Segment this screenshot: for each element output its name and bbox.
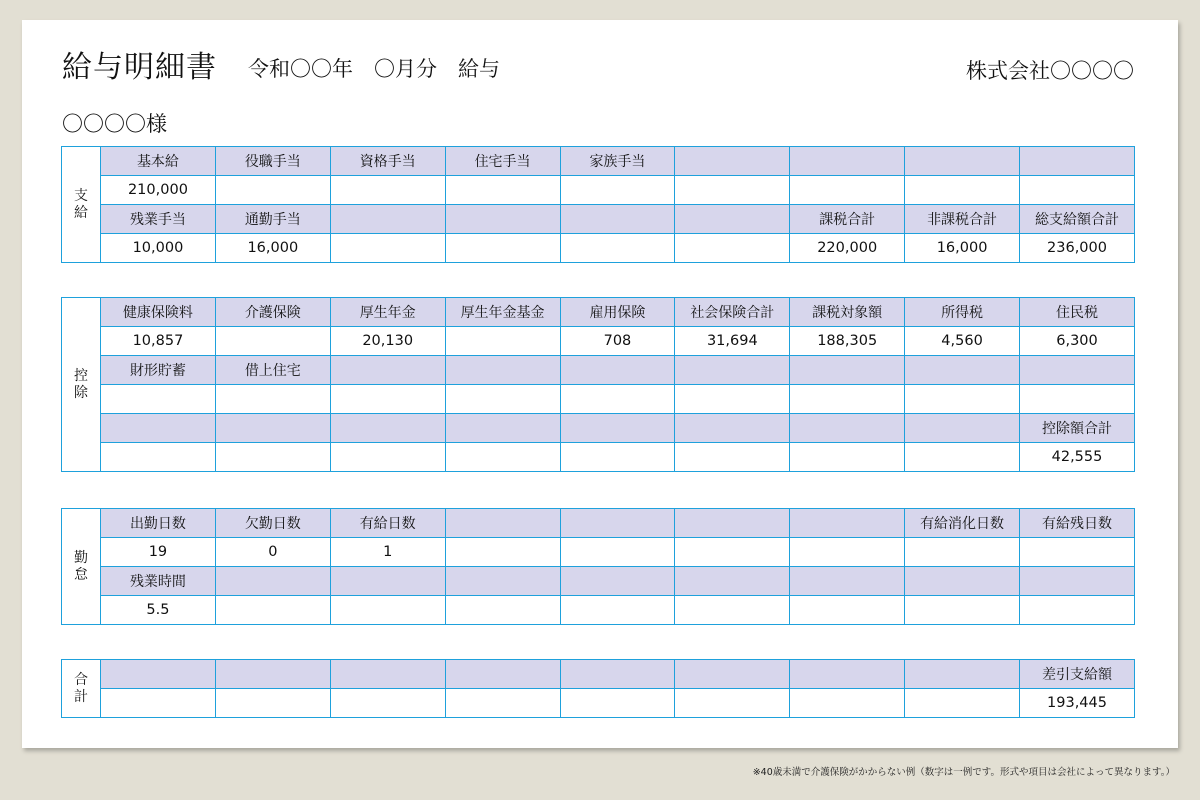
deduction-value-cell [215,385,330,414]
deduction-value-cell [215,443,330,472]
total-value-cell [101,689,216,718]
deduction-header-cell: 介護保険 [215,298,330,327]
deduction-value-cell [560,443,675,472]
deduction-header-cell: 住民税 [1020,298,1135,327]
section-label-char: 支 [74,187,88,204]
attendance-header-cell [1020,567,1135,596]
attendance-header-cell [445,509,560,538]
total-header-cell: 差引支給額 [1020,660,1135,689]
payment-header-cell [330,205,445,234]
deduction-value-cell [790,443,905,472]
deduction-value-cell [101,443,216,472]
deduction-value-cell: 10,857 [101,327,216,356]
deduction-header-cell: 借上住宅 [215,356,330,385]
deduction-header-cell [675,414,790,443]
attendance-section-table [61,508,1135,625]
payment-value-cell [675,234,790,263]
deduction-value-cell [330,385,445,414]
deduction-header-cell [330,414,445,443]
payment-header-cell [790,147,905,176]
payment-header-cell [675,147,790,176]
payment-header-cell [560,205,675,234]
attendance-header-cell: 有給消化日数 [905,509,1020,538]
payment-value-cell: 220,000 [790,234,905,263]
deduction-header-cell [215,414,330,443]
total-header-cell [330,660,445,689]
payment-header-cell: 基本給 [101,147,216,176]
attendance-value-cell [560,538,675,567]
total-header-cell [905,660,1020,689]
deduction-value-cell [905,385,1020,414]
payment-value-cell: 10,000 [101,234,216,263]
attendance-value-cell [445,596,560,625]
pay-period: 令和〇〇年 〇月分 給与 [248,57,500,81]
total-value-cell: 193,445 [1020,689,1135,718]
deduction-value-cell [215,327,330,356]
payment-value-cell [330,234,445,263]
payment-header-cell: 住宅手当 [445,147,560,176]
total-header-cell [445,660,560,689]
attendance-row [62,538,1135,567]
attendance-header-cell: 有給日数 [330,509,445,538]
deduction-header-cell: 雇用保険 [560,298,675,327]
attendance-value-cell [1020,596,1135,625]
attendance-header-cell [675,509,790,538]
section-label-char: 控 [74,367,88,384]
deduction-row [62,298,1135,327]
total-header-cell [101,660,216,689]
payment-value-cell [445,234,560,263]
attendance-row [62,596,1135,625]
deduction-value-cell: 4,560 [905,327,1020,356]
attendance-header-cell [560,567,675,596]
payment-value-cell [905,176,1020,205]
attendance-header-cell [560,509,675,538]
total-header-cell [560,660,675,689]
payment-row [62,205,1135,234]
deduction-header-cell: 厚生年金 [330,298,445,327]
payment-value-cell [215,176,330,205]
total-value-cell [330,689,445,718]
total-header-cell [790,660,905,689]
payment-value-cell [560,176,675,205]
deduction-row [62,385,1135,414]
attendance-value-cell [675,538,790,567]
section-label-char: 給 [74,204,88,221]
payment-value-cell [1020,176,1135,205]
payment-value-cell: 210,000 [101,176,216,205]
attendance-value-cell [445,538,560,567]
deduction-section-label [62,298,101,472]
deduction-value-cell [790,385,905,414]
payment-row [62,234,1135,263]
deduction-header-cell: 財形貯蓄 [101,356,216,385]
total-value-cell [215,689,330,718]
total-row [62,689,1135,718]
attendance-header-cell [790,509,905,538]
deduction-value-cell [675,385,790,414]
total-header-cell [215,660,330,689]
payment-header-cell: 役職手当 [215,147,330,176]
total-value-cell [445,689,560,718]
payment-value-cell [790,176,905,205]
payment-section-label [62,147,101,263]
deduction-value-cell [101,385,216,414]
deduction-header-cell [560,356,675,385]
deduction-value-cell [1020,385,1135,414]
attendance-value-cell [560,596,675,625]
total-row [62,660,1135,689]
deduction-value-cell [445,385,560,414]
attendance-header-cell [675,567,790,596]
deduction-header-cell [790,356,905,385]
recipient-name: 〇〇〇〇様 [62,112,167,136]
attendance-value-cell [215,596,330,625]
attendance-value-cell [675,596,790,625]
deduction-value-cell [905,443,1020,472]
total-value-cell [790,689,905,718]
payment-header-cell: 通勤手当 [215,205,330,234]
attendance-value-cell [1020,538,1135,567]
deduction-header-cell [1020,356,1135,385]
payment-value-cell [445,176,560,205]
attendance-value-cell: 0 [215,538,330,567]
total-value-cell [675,689,790,718]
payment-header-cell [1020,147,1135,176]
deduction-header-cell [445,356,560,385]
deduction-value-cell: 20,130 [330,327,445,356]
deduction-header-cell: 社会保険合計 [675,298,790,327]
attendance-row [62,509,1135,538]
total-value-cell [560,689,675,718]
payment-value-cell: 16,000 [905,234,1020,263]
deduction-header-cell: 所得税 [905,298,1020,327]
payment-header-cell [445,205,560,234]
deduction-header-cell [445,414,560,443]
total-header-cell [675,660,790,689]
payment-section-table [61,146,1135,263]
attendance-value-cell: 19 [101,538,216,567]
deduction-header-cell [560,414,675,443]
attendance-header-cell: 欠勤日数 [215,509,330,538]
payment-header-cell [675,205,790,234]
payment-header-cell [905,147,1020,176]
attendance-value-cell [330,596,445,625]
deduction-header-cell [101,414,216,443]
deduction-value-cell [445,443,560,472]
attendance-value-cell [905,596,1020,625]
deduction-value-cell [445,327,560,356]
payment-header-cell: 課税合計 [790,205,905,234]
payment-value-cell: 236,000 [1020,234,1135,263]
attendance-header-cell: 残業時間 [101,567,216,596]
attendance-header-cell [445,567,560,596]
attendance-header-cell: 有給残日数 [1020,509,1135,538]
deduction-section-table [61,297,1135,472]
attendance-header-cell: 出勤日数 [101,509,216,538]
payment-value-cell [560,234,675,263]
section-label-char: 計 [74,688,88,705]
payment-value-cell [330,176,445,205]
section-label-char: 勤 [74,549,88,566]
deduction-header-cell: 課税対象額 [790,298,905,327]
deduction-value-cell: 31,694 [675,327,790,356]
payment-value-cell: 16,000 [215,234,330,263]
attendance-header-cell [790,567,905,596]
attendance-value-cell [790,596,905,625]
section-label-char: 除 [74,384,88,401]
attendance-header-cell [215,567,330,596]
deduction-row [62,356,1135,385]
attendance-value-cell [790,538,905,567]
deduction-value-cell: 42,555 [1020,443,1135,472]
attendance-row [62,567,1135,596]
payment-row [62,176,1135,205]
deduction-row [62,327,1135,356]
deduction-header-cell: 健康保険料 [101,298,216,327]
deduction-header-cell [905,414,1020,443]
attendance-header-cell [330,567,445,596]
total-value-cell [905,689,1020,718]
attendance-header-cell [905,567,1020,596]
deduction-value-cell [560,385,675,414]
deduction-value-cell [675,443,790,472]
attendance-value-cell: 1 [330,538,445,567]
deduction-row [62,414,1135,443]
document-title: 給与明細書 [62,50,217,85]
payment-header-cell: 家族手当 [560,147,675,176]
payment-header-cell: 資格手当 [330,147,445,176]
deduction-header-cell: 控除額合計 [1020,414,1135,443]
deduction-header-cell [675,356,790,385]
payment-header-cell: 非課税合計 [905,205,1020,234]
section-label-char: 怠 [74,566,88,583]
deduction-header-cell [330,356,445,385]
attendance-value-cell [905,538,1020,567]
footnote: ※40歳未満で介護保険がかからない例（数字は一例です。形式や項目は会社によって異なります。） [752,767,1175,778]
deduction-header-cell [905,356,1020,385]
deduction-value-cell [330,443,445,472]
total-section-table [61,659,1135,718]
total-section-label [62,660,101,718]
payment-header-cell: 残業手当 [101,205,216,234]
attendance-section-label [62,509,101,625]
payment-value-cell [675,176,790,205]
deduction-header-cell: 厚生年金基金 [445,298,560,327]
deduction-value-cell: 188,305 [790,327,905,356]
payment-header-cell: 総支給額合計 [1020,205,1135,234]
attendance-value-cell: 5.5 [101,596,216,625]
payment-row [62,147,1135,176]
company-name: 株式会社〇〇〇〇 [966,59,1134,83]
deduction-value-cell: 6,300 [1020,327,1135,356]
deduction-header-cell [790,414,905,443]
deduction-value-cell: 708 [560,327,675,356]
section-label-char: 合 [74,671,88,688]
deduction-row [62,443,1135,472]
